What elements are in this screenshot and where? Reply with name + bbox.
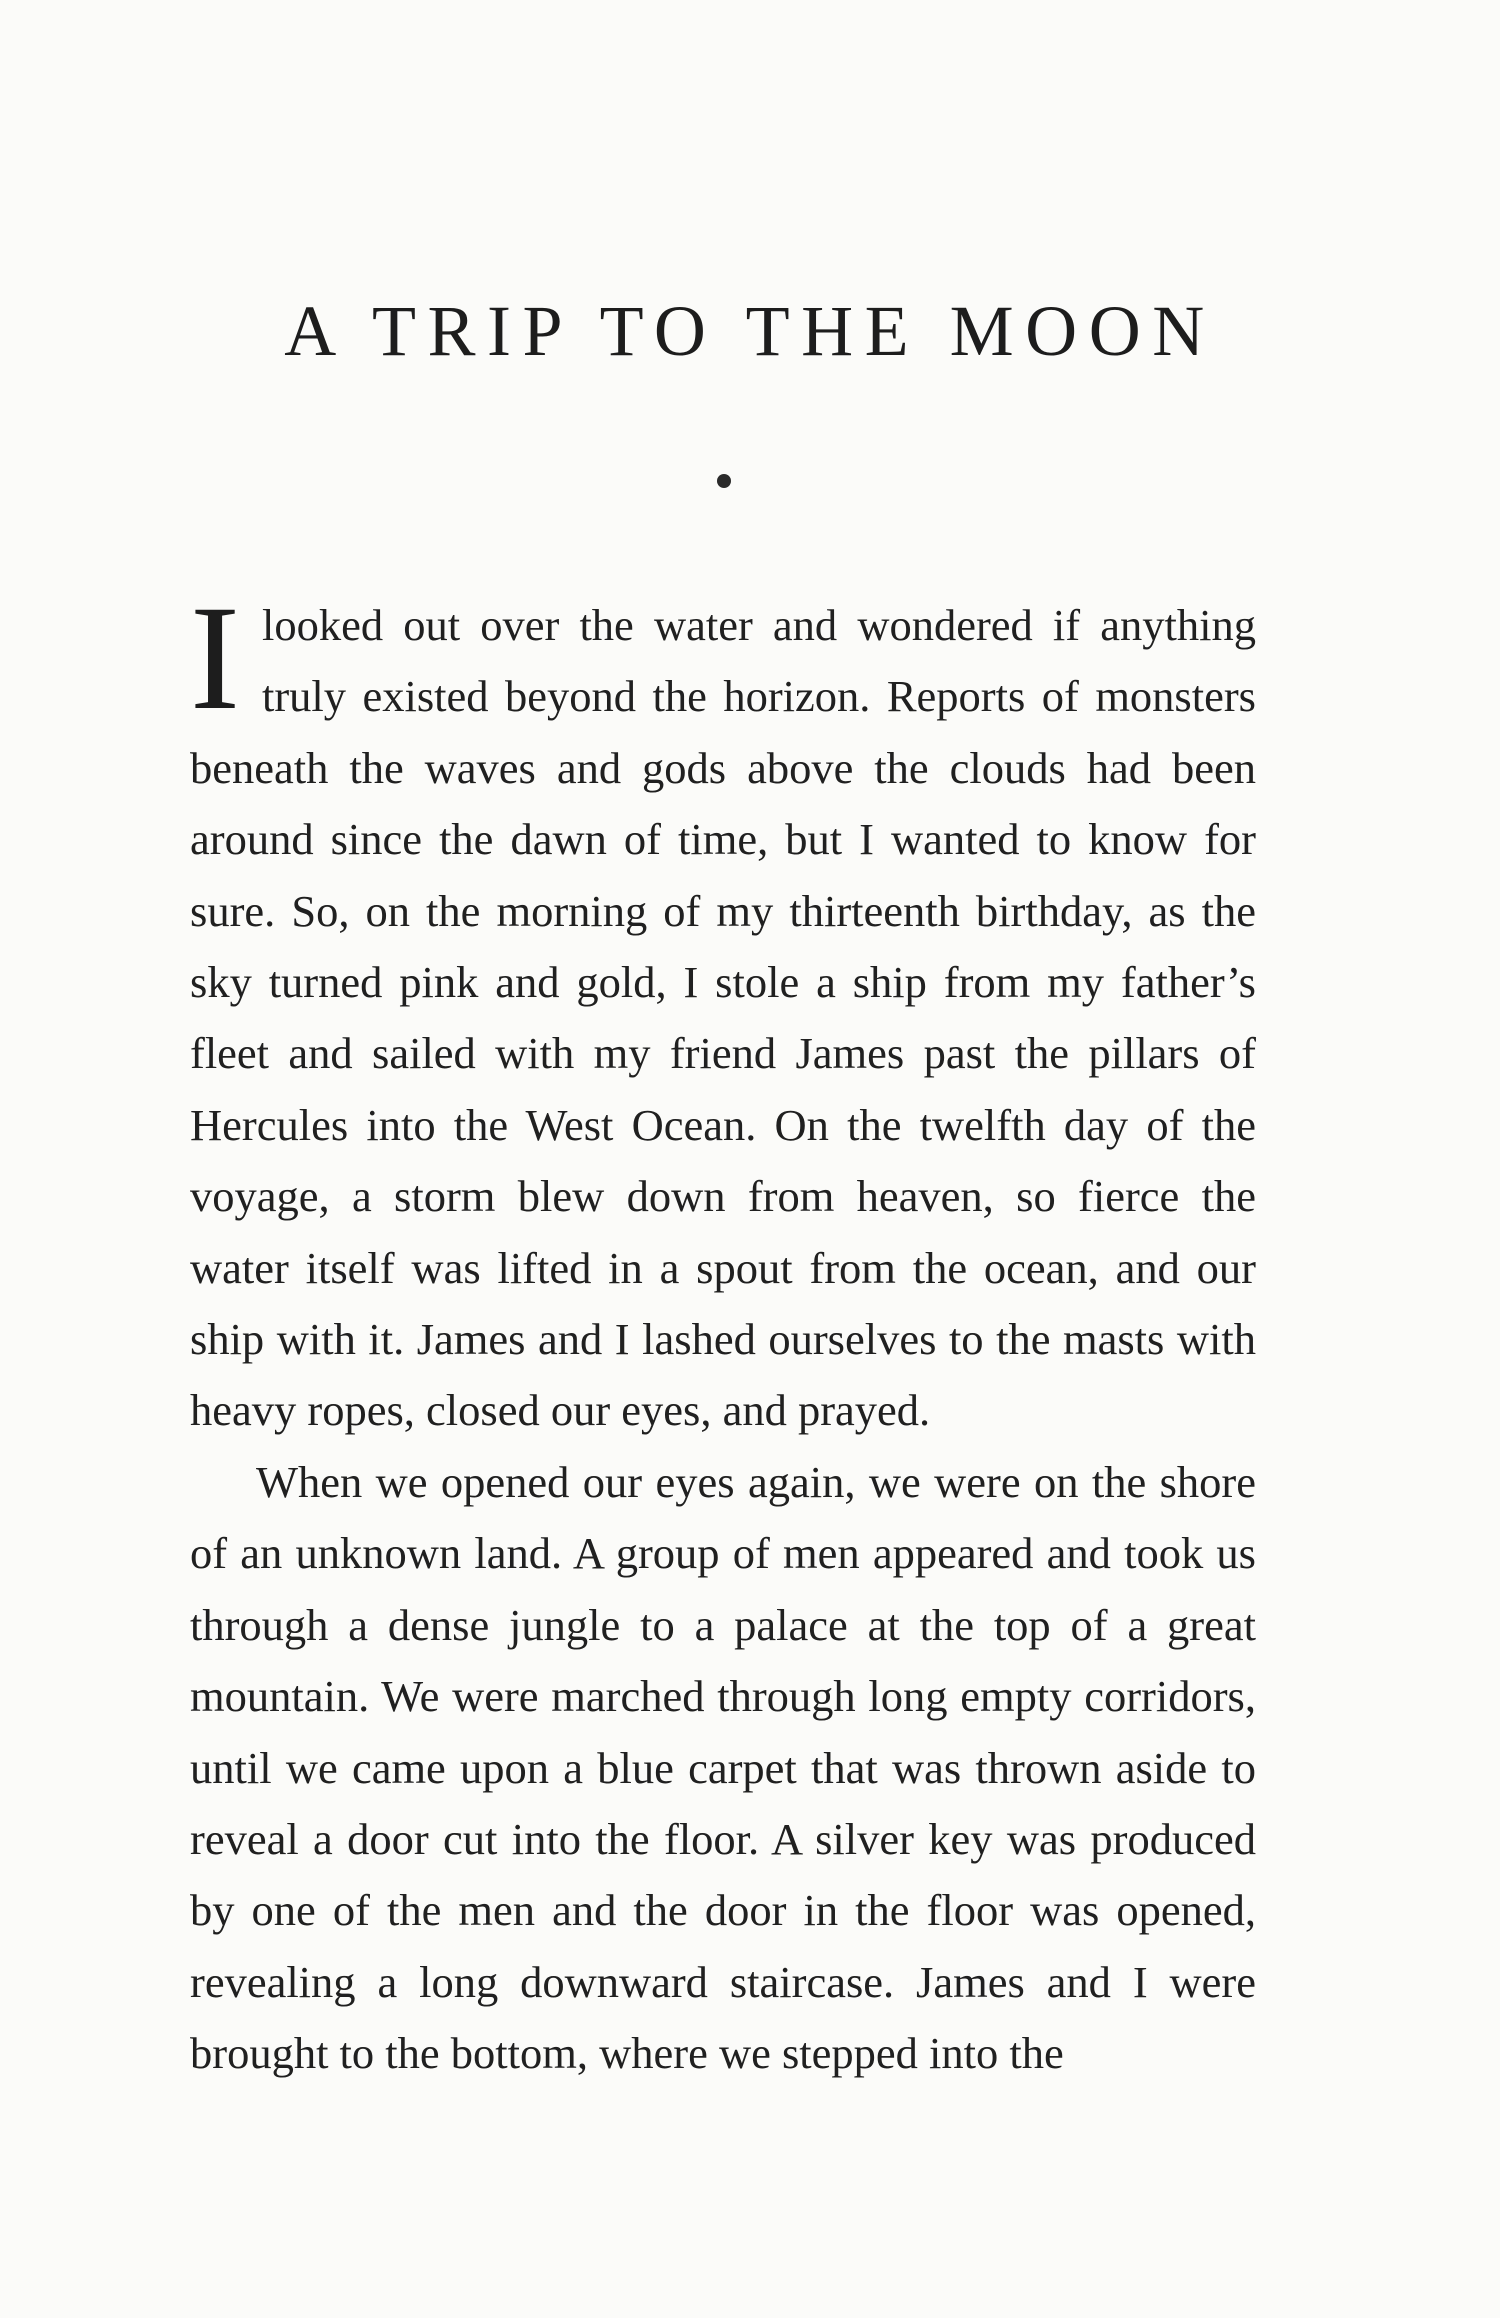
paragraph-1-text: looked out over the water and wondered if anything truly existed beyond the horizon. Reports of monsters beneath the waves and gods above the clouds had been around since the dawn of time, but I wanted to know for sure. So, on the morning of my thirteenth birthday, as the sky turned pink and gold, I stole a ship from my father’s fleet and sailed with my friend James past the pillars of Hercules into the West Ocean. On the twelfth day of the voyage, a storm blew down from heaven, so fierce the water itself was lifted in a spout from the ocean, and our ship with it. James and I lashed ourselves to the masts with heavy ropes, closed our eyes, and prayed. <box>190 600 1256 1436</box>
bullet-ornament-icon <box>717 474 731 488</box>
drop-cap: I <box>190 575 240 741</box>
paragraph-1 <box>190 575 1256 1447</box>
chapter-body <box>190 575 1256 2090</box>
chapter-title: A TRIP TO THE MOON <box>284 291 1216 371</box>
paragraph-2-text: When we opened our eyes again, we were on the shore of an unknown land. A group of men appeared and took us through a dense jungle to a palace at the top of a great mountain. We were marched through long empty corridors, until we came upon a blue carpet that was thrown aside to reveal a door cut into the floor. A silver key was produced by one of the men and the door in the floor was opened, revealing a long downward staircase. James and I were brought to the bottom, where we stepped into the <box>190 1456 1256 2079</box>
paragraph-2 <box>190 1447 1256 2090</box>
